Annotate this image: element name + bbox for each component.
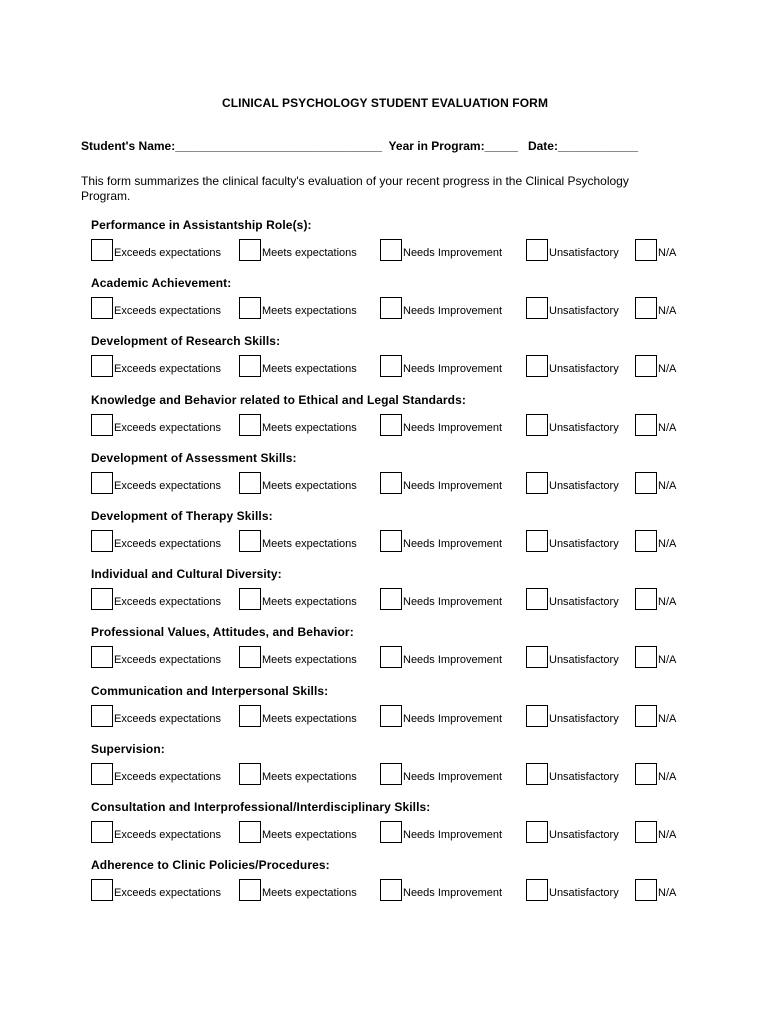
rating-checkbox[interactable] <box>526 472 548 494</box>
rating-checkbox[interactable] <box>526 588 548 610</box>
rating-option[interactable] <box>635 642 676 668</box>
rating-option[interactable] <box>635 235 676 261</box>
rating-checkbox[interactable] <box>635 530 657 552</box>
rating-checkbox[interactable] <box>91 239 113 261</box>
rating-option[interactable] <box>380 875 502 901</box>
rating-option[interactable] <box>239 410 357 436</box>
evaluation-section <box>0 334 770 392</box>
rating-option[interactable] <box>380 410 502 436</box>
rating-option-label: Needs Improvement <box>403 479 503 492</box>
rating-option[interactable] <box>526 526 619 552</box>
section-title: Professional Values, Attitudes, and Behavior: <box>91 625 354 640</box>
rating-option[interactable] <box>526 410 619 436</box>
rating-checkbox[interactable] <box>526 646 548 668</box>
section-title: Development of Assessment Skills: <box>91 450 297 465</box>
rating-checkbox[interactable] <box>91 355 113 377</box>
rating-option[interactable] <box>635 468 676 494</box>
rating-option-label: Exceeds expectations <box>114 421 222 434</box>
rating-option-label: N/A <box>658 537 677 550</box>
evaluation-section <box>0 742 770 800</box>
rating-option[interactable] <box>91 759 221 785</box>
rating-option[interactable] <box>91 410 221 436</box>
rating-option[interactable] <box>239 235 357 261</box>
rating-option[interactable] <box>526 293 619 319</box>
rating-option[interactable] <box>635 701 676 727</box>
rating-option-label: Needs Improvement <box>403 363 503 376</box>
rating-checkbox[interactable] <box>91 879 113 901</box>
rating-option-label: Meets expectations <box>262 421 357 434</box>
rating-checkbox[interactable] <box>239 821 261 843</box>
rating-option[interactable] <box>239 701 357 727</box>
rating-option[interactable] <box>380 235 502 261</box>
rating-checkbox[interactable] <box>91 472 113 494</box>
rating-option-label: N/A <box>658 363 677 376</box>
rating-option[interactable] <box>239 526 357 552</box>
rating-option[interactable] <box>91 642 221 668</box>
rating-checkbox[interactable] <box>91 821 113 843</box>
rating-option-label: N/A <box>658 479 677 492</box>
rating-option-label: Meets expectations <box>262 654 357 667</box>
rating-option-label: Exceeds expectations <box>114 596 222 609</box>
rating-option[interactable] <box>91 701 221 727</box>
rating-checkbox[interactable] <box>380 297 402 319</box>
rating-option-label: N/A <box>658 596 677 609</box>
rating-checkbox[interactable] <box>91 414 113 436</box>
rating-option-label: N/A <box>658 712 677 725</box>
rating-checkbox[interactable] <box>635 239 657 261</box>
rating-checkbox[interactable] <box>380 763 402 785</box>
rating-option-label: Needs Improvement <box>403 770 503 783</box>
form-title: CLINICAL PSYCHOLOGY STUDENT EVALUATION FORM <box>221 96 549 110</box>
rating-option-label: Exceeds expectations <box>114 247 222 259</box>
student-name-field[interactable]: Student's Name:_______________________________ <box>81 139 383 153</box>
rating-option-label: Exceeds expectations <box>114 887 222 900</box>
rating-checkbox[interactable] <box>239 588 261 610</box>
rating-option[interactable] <box>635 293 676 319</box>
rating-option-label: Unsatisfactory <box>549 537 619 550</box>
rating-option[interactable] <box>239 293 357 319</box>
rating-option[interactable] <box>635 759 676 785</box>
rating-checkbox[interactable] <box>526 763 548 785</box>
rating-option-label: N/A <box>658 247 677 259</box>
rating-checkbox[interactable] <box>635 414 657 436</box>
rating-option[interactable] <box>380 817 502 843</box>
rating-checkbox[interactable] <box>635 472 657 494</box>
rating-option-label: Unsatisfactory <box>549 828 619 841</box>
rating-option-label: Meets expectations <box>262 537 357 550</box>
rating-option-label: Needs Improvement <box>403 712 503 725</box>
evaluation-section <box>0 858 770 916</box>
rating-checkbox[interactable] <box>635 588 657 610</box>
rating-checkbox[interactable] <box>380 472 402 494</box>
rating-checkbox[interactable] <box>91 588 113 610</box>
rating-option-label: Meets expectations <box>262 712 357 725</box>
rating-option[interactable] <box>635 817 676 843</box>
rating-option-label: Needs Improvement <box>403 537 503 550</box>
rating-checkbox[interactable] <box>91 646 113 668</box>
rating-option-label: Exceeds expectations <box>114 654 222 667</box>
rating-option[interactable] <box>380 759 502 785</box>
rating-option[interactable] <box>635 410 676 436</box>
rating-option-label: Meets expectations <box>262 479 357 492</box>
rating-checkbox[interactable] <box>635 297 657 319</box>
rating-option[interactable] <box>239 875 357 901</box>
rating-checkbox[interactable] <box>635 879 657 901</box>
rating-option-label: Unsatisfactory <box>549 479 619 492</box>
rating-option-label: Meets expectations <box>262 770 357 783</box>
rating-option-label: Needs Improvement <box>403 654 503 667</box>
rating-option-label: Unsatisfactory <box>549 363 619 376</box>
rating-option-label: Needs Improvement <box>403 887 503 900</box>
evaluation-section <box>0 393 770 451</box>
rating-checkbox[interactable] <box>526 705 548 727</box>
evaluation-section <box>0 276 770 334</box>
rating-option[interactable] <box>91 293 221 319</box>
rating-checkbox[interactable] <box>635 821 657 843</box>
rating-option-label: Unsatisfactory <box>549 305 619 318</box>
rating-checkbox[interactable] <box>526 879 548 901</box>
rating-option-label: Needs Improvement <box>403 421 503 434</box>
section-title: Consultation and Interprofessional/Interdisciplinary Skills: <box>91 799 431 814</box>
rating-option[interactable] <box>526 584 619 610</box>
rating-option[interactable] <box>91 468 221 494</box>
rating-option-label: Needs Improvement <box>403 305 503 318</box>
rating-option[interactable] <box>239 642 357 668</box>
rating-option[interactable] <box>91 526 221 552</box>
spacer <box>518 139 528 153</box>
rating-option[interactable] <box>380 293 502 319</box>
evaluation-section <box>0 509 770 567</box>
rating-option[interactable] <box>526 235 619 261</box>
rating-option-label: Unsatisfactory <box>549 654 619 667</box>
rating-checkbox[interactable] <box>526 297 548 319</box>
rating-option-label: N/A <box>658 770 677 783</box>
rating-option[interactable] <box>526 351 619 377</box>
rating-option[interactable] <box>239 759 357 785</box>
rating-checkbox[interactable] <box>380 355 402 377</box>
rating-checkbox[interactable] <box>380 705 402 727</box>
rating-option[interactable] <box>380 642 502 668</box>
intro-paragraph: This form summarizes the clinical faculty's evaluation of your recent progress in the Clinical Psychology Program. <box>81 174 629 203</box>
evaluation-section <box>0 451 770 509</box>
rating-checkbox[interactable] <box>526 530 548 552</box>
rating-option[interactable] <box>526 468 619 494</box>
rating-option[interactable] <box>239 817 357 843</box>
rating-option[interactable] <box>380 526 502 552</box>
rating-option-label: Exceeds expectations <box>114 363 222 376</box>
rating-option[interactable] <box>526 875 619 901</box>
rating-option-label: Exceeds expectations <box>114 770 222 783</box>
section-title: Knowledge and Behavior related to Ethical and Legal Standards: <box>91 392 466 407</box>
rating-checkbox[interactable] <box>380 239 402 261</box>
rating-option[interactable] <box>91 235 221 261</box>
rating-option-label: Needs Improvement <box>403 596 503 609</box>
rating-option-label: Needs Improvement <box>403 828 503 841</box>
rating-option-label: Unsatisfactory <box>549 887 619 900</box>
rating-checkbox[interactable] <box>239 763 261 785</box>
rating-checkbox[interactable] <box>380 821 402 843</box>
rating-option-label: Exceeds expectations <box>114 537 222 550</box>
date-field[interactable]: Date:____________ <box>527 139 639 153</box>
rating-checkbox[interactable] <box>239 239 261 261</box>
rating-checkbox[interactable] <box>239 297 261 319</box>
rating-checkbox[interactable] <box>239 414 261 436</box>
evaluation-section <box>0 218 770 276</box>
rating-checkbox[interactable] <box>380 414 402 436</box>
rating-option[interactable] <box>91 584 221 610</box>
rating-checkbox[interactable] <box>239 705 261 727</box>
rating-checkbox[interactable] <box>526 239 548 261</box>
rating-checkbox[interactable] <box>526 821 548 843</box>
rating-option[interactable] <box>239 351 357 377</box>
rating-option[interactable] <box>91 817 221 843</box>
rating-option[interactable] <box>635 875 676 901</box>
section-title: Supervision: <box>91 741 165 756</box>
rating-option-label: Meets expectations <box>262 828 357 841</box>
rating-option-label: Meets expectations <box>262 247 357 259</box>
rating-option-label: N/A <box>658 654 677 667</box>
rating-option[interactable] <box>380 701 502 727</box>
rating-option-label: N/A <box>658 305 677 318</box>
rating-option[interactable] <box>380 584 502 610</box>
rating-option-label: Exceeds expectations <box>114 712 222 725</box>
year-in-program-field[interactable]: Year in Program:_____ <box>388 139 518 153</box>
rating-option[interactable] <box>91 875 221 901</box>
rating-option-label: Unsatisfactory <box>549 247 619 259</box>
rating-option[interactable] <box>526 701 619 727</box>
rating-checkbox[interactable] <box>635 705 657 727</box>
evaluation-section <box>0 684 770 742</box>
rating-option[interactable] <box>526 817 619 843</box>
rating-checkbox[interactable] <box>635 355 657 377</box>
rating-checkbox[interactable] <box>239 879 261 901</box>
evaluation-section <box>0 800 770 858</box>
section-title: Development of Therapy Skills: <box>91 508 273 523</box>
rating-option-label: Meets expectations <box>262 887 357 900</box>
evaluation-sections <box>0 218 770 916</box>
rating-option[interactable] <box>380 351 502 377</box>
rating-option-label: Unsatisfactory <box>549 421 619 434</box>
rating-option-label: Meets expectations <box>262 305 357 318</box>
rating-checkbox[interactable] <box>635 646 657 668</box>
rating-checkbox[interactable] <box>239 355 261 377</box>
evaluation-section <box>0 625 770 683</box>
rating-option[interactable] <box>635 584 676 610</box>
rating-checkbox[interactable] <box>91 297 113 319</box>
rating-checkbox[interactable] <box>526 414 548 436</box>
rating-option[interactable] <box>239 584 357 610</box>
rating-checkbox[interactable] <box>635 763 657 785</box>
rating-checkbox[interactable] <box>239 530 261 552</box>
student-info-line <box>81 139 638 153</box>
section-title: Communication and Interpersonal Skills: <box>91 683 329 698</box>
rating-option-label: Unsatisfactory <box>549 596 619 609</box>
rating-option-label: Exceeds expectations <box>114 828 222 841</box>
rating-option-label: Meets expectations <box>262 596 357 609</box>
rating-option[interactable] <box>239 468 357 494</box>
rating-option-label: Exceeds expectations <box>114 479 222 492</box>
rating-option[interactable] <box>526 642 619 668</box>
rating-checkbox[interactable] <box>91 530 113 552</box>
rating-checkbox[interactable] <box>380 530 402 552</box>
rating-option-label: Needs Improvement <box>403 247 503 259</box>
rating-option-label: N/A <box>658 828 677 841</box>
section-title: Individual and Cultural Diversity: <box>91 567 282 582</box>
rating-option[interactable] <box>380 468 502 494</box>
rating-checkbox[interactable] <box>239 646 261 668</box>
rating-option[interactable] <box>635 526 676 552</box>
rating-option[interactable] <box>635 351 676 377</box>
rating-option-label: N/A <box>658 887 677 900</box>
section-title: Academic Achievement: <box>91 276 232 291</box>
rating-option-label: Unsatisfactory <box>549 770 619 783</box>
rating-checkbox[interactable] <box>526 355 548 377</box>
rating-checkbox[interactable] <box>91 705 113 727</box>
section-title: Development of Research Skills: <box>91 334 281 349</box>
rating-checkbox[interactable] <box>380 588 402 610</box>
rating-option-label: Exceeds expectations <box>114 305 222 318</box>
rating-checkbox[interactable] <box>239 472 261 494</box>
section-title: Performance in Assistantship Role(s): <box>91 218 312 232</box>
rating-option-label: Unsatisfactory <box>549 712 619 725</box>
rating-option-label: Meets expectations <box>262 363 357 376</box>
section-title: Adherence to Clinic Policies/Procedures: <box>91 858 330 873</box>
rating-checkbox[interactable] <box>380 879 402 901</box>
rating-checkbox[interactable] <box>380 646 402 668</box>
rating-option[interactable] <box>526 759 619 785</box>
rating-checkbox[interactable] <box>91 763 113 785</box>
rating-option-label: N/A <box>658 421 677 434</box>
rating-option[interactable] <box>91 351 221 377</box>
evaluation-section <box>0 567 770 625</box>
